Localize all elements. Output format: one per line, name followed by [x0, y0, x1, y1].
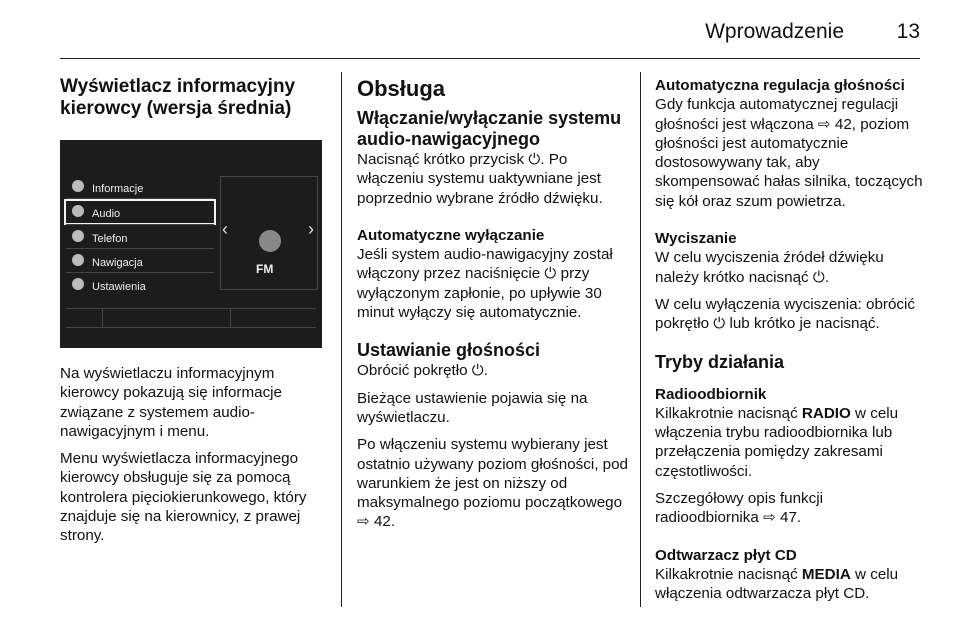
- arrow-left-icon: ‹: [222, 219, 228, 239]
- left-heading: Wyświetlacz informacyjny kierowcy (wersja średnia): [60, 76, 296, 119]
- heading-auto-volume: Automatyczna regulacja głośności: [655, 77, 905, 94]
- navigation-icon: [72, 254, 84, 266]
- menu-row-ustawienia: Ustawienia: [66, 274, 214, 296]
- heading-radio: Radioodbiornik: [655, 385, 767, 403]
- left-column: [60, 76, 330, 554]
- header-rule: [60, 58, 920, 59]
- right-paragraph-1: Gdy funkcja automatycznej regulacji głośności jest włączona ⇨ 42, poziom głośności jest automatycznie dostosowywany tak, aby skompensować hałas silnika, toczących się kół oraz szum powietrza.: [655, 96, 923, 210]
- arrow-right-icon: ›: [308, 219, 314, 239]
- heading-obsluga: Obsługa: [357, 76, 446, 101]
- info-icon: [72, 180, 84, 192]
- radio-icon: [259, 230, 281, 252]
- middle-paragraph-4: Bieżące ustawienie pojawia się na wyświetlaczu.: [357, 389, 588, 426]
- menu-row-nawigacja: Nawigacja: [66, 250, 214, 272]
- middle-paragraph-5: Po włączeniu systemu wybierany jest ostatnio używany poziom głośności, pod warunkiem że jest on niższy od maksymalnego poziomu początkowego ⇨ 42.: [357, 436, 628, 531]
- middle-paragraph-1: Nacisnąć krótko przycisk ⏻. Po włączeniu systemu uaktywniane jest poprzednio wybrane źródło dźwięku.: [357, 151, 603, 207]
- heading-volume: Ustawianie głośności: [357, 340, 541, 361]
- status-bar: [66, 308, 316, 328]
- phone-icon: [72, 230, 84, 242]
- column-divider-2: [640, 72, 641, 607]
- heading-modes: Tryby działania: [655, 351, 785, 372]
- menu-row-informacje: Informacje: [66, 176, 214, 198]
- right-paragraph-5: Szczegółowy opis funkcji radioodbiornika ⇨ 47.: [655, 490, 823, 527]
- info-display-image: [60, 140, 322, 348]
- column-divider-1: [341, 72, 342, 607]
- menu-row-audio: Audio: [66, 201, 214, 223]
- settings-icon: [72, 278, 84, 290]
- middle-column: [357, 76, 629, 540]
- heading-auto-off: Automatyczne wyłączanie: [357, 226, 545, 244]
- band-label: FM: [256, 262, 274, 276]
- page-header-title: Wprowadzenie: [705, 20, 844, 43]
- heading-wlaczanie: Włączanie/wyłączanie systemu audio-nawigacyjnego: [357, 108, 622, 149]
- left-paragraph-2: Menu wyświetlacza informacyjnego kierowcy obsługuje się za pomocą kontrolera pięciokierunkowego, który znajduje się na kierownicy, z prawej strony.: [60, 450, 307, 545]
- left-paragraph-1: Na wyświetlaczu informacyjnym kierowcy pokazują się informacje związane z systemem audio-nawigacyjnym i menu.: [60, 365, 282, 440]
- heading-cd: Odtwarzacz płyt CD: [655, 546, 797, 564]
- audio-icon: [72, 205, 84, 217]
- right-paragraph-3: W celu wyłączenia wyciszenia: obrócić pokrętło ⏻ lub krótko je nacisnąć.: [655, 295, 915, 333]
- right-paragraph-6: Kilkakrotnie nacisnąć MEDIA w celu włączenia odtwarzacza płyt CD.: [655, 565, 899, 603]
- page-number: 13: [896, 20, 920, 43]
- right-paragraph-2: W celu wyciszenia źródeł dźwięku należy krótko nacisnąć ⏻.: [655, 249, 884, 286]
- middle-paragraph-2: Jeśli system audio-nawigacyjny został włączony przez naciśnięcie ⏻ przy wyłączonym zapłonie, po upływie 30 minut wyłączy się automatycznie.: [357, 246, 613, 322]
- heading-mute: Wyciszanie: [655, 230, 737, 248]
- middle-paragraph-3: Obrócić pokrętło ⏻.: [357, 362, 489, 380]
- right-column: [655, 76, 923, 612]
- right-paragraph-4: Kilkakrotnie nacisnąć RADIO w celu włączenia trybu radioodbiornika lub przełączenia pomiędzy zakresami częstotliwości.: [655, 404, 899, 480]
- menu-row-telefon: Telefon: [66, 226, 214, 248]
